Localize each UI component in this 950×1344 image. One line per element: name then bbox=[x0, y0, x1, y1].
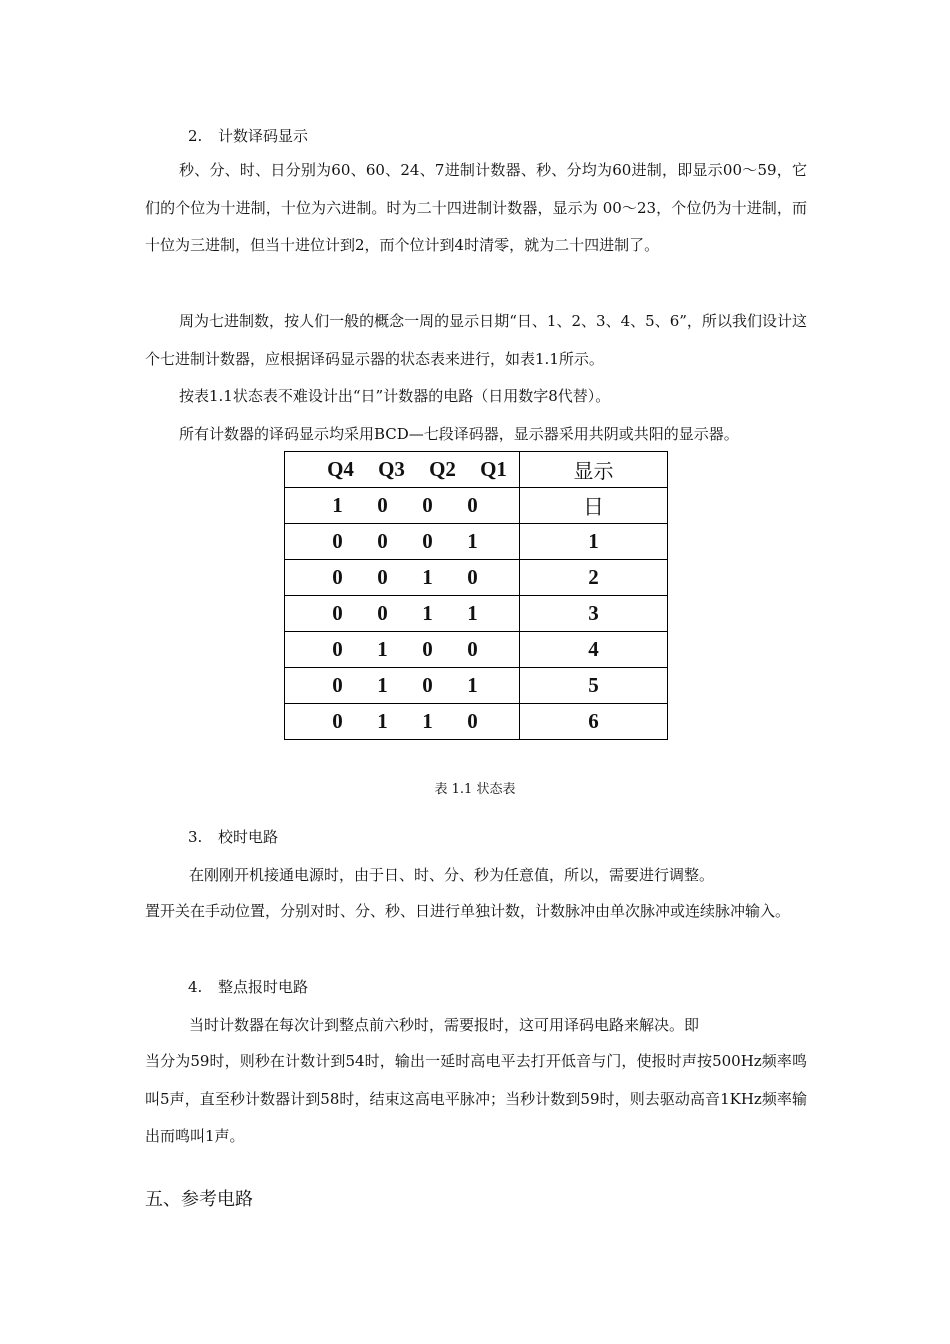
heading-chime bbox=[188, 977, 308, 997]
bit-cell: 1 bbox=[422, 601, 433, 625]
bit-cell: 1 bbox=[332, 493, 343, 517]
bit-cell: 0 bbox=[422, 529, 433, 553]
bit-cell: 0 bbox=[377, 565, 388, 589]
bit-cell: 0 bbox=[332, 637, 343, 661]
paragraph-counting-3: 按表1.1状态表不难设计出“日”计数器的电路（日用数字8代替）。 bbox=[179, 387, 611, 405]
display-cell: 4 bbox=[520, 632, 668, 668]
bit-cell: 0 bbox=[467, 709, 478, 733]
paragraph-counting-4: 所有计数器的译码显示均采用BCD—七段译码器，显示器采用共阴或共阳的显示器。 bbox=[179, 425, 739, 443]
display-cell: 3 bbox=[520, 596, 668, 632]
row-bits bbox=[285, 704, 520, 740]
table-header-row bbox=[285, 452, 668, 488]
paragraph-counting-1: 秒、分、时、日分别为60、60、24、7进制计数器、秒、分均为60进制，即显示00～59，它们的个位为十进制，十位为六进制。时为二十四进制计数器，显示为 00～23，个位仍为十进制，而十位为三进制，但当十进位计到2，而个位计到4时清零，就为二十四进制了。 bbox=[145, 161, 807, 254]
header-q1: Q1 bbox=[480, 457, 507, 481]
bit-cell: 1 bbox=[467, 601, 478, 625]
bit-cell: 0 bbox=[467, 493, 478, 517]
paragraph-counting-2: 周为七进制数，按人们一般的概念一周的显示日期“日、1、2、3、4、5、6”，所以我们设计这个七进制计数器，应根据译码显示器的状态表来进行，如表1.1所示。 bbox=[145, 312, 807, 368]
bit-cell: 0 bbox=[377, 529, 388, 553]
heading-number: 2. bbox=[188, 127, 203, 145]
display-cell: 6 bbox=[520, 704, 668, 740]
paragraph-calibration-2: 置开关在手动位置，分别对时、分、秒、日进行单独计数，计数脉冲由单次脉冲或连续脉冲输入。 bbox=[145, 902, 791, 920]
row-bits bbox=[285, 560, 520, 596]
heading-title: 计数译码显示 bbox=[218, 127, 309, 145]
bit-cell: 1 bbox=[377, 709, 388, 733]
bit-cell: 0 bbox=[467, 637, 478, 661]
bit-cell: 0 bbox=[422, 637, 433, 661]
header-q2: Q2 bbox=[429, 457, 456, 481]
table-row bbox=[285, 488, 668, 524]
bit-cell: 1 bbox=[377, 637, 388, 661]
bit-cell: 0 bbox=[422, 673, 433, 697]
bit-cell: 1 bbox=[422, 709, 433, 733]
bit-cell: 0 bbox=[422, 493, 433, 517]
table-row bbox=[285, 668, 668, 704]
table-row bbox=[285, 596, 668, 632]
header-q4: Q4 bbox=[327, 457, 354, 481]
heading-title: 整点报时电路 bbox=[218, 978, 309, 996]
section-reference-title: 五、参考电路 bbox=[145, 1189, 253, 1210]
bit-cell: 1 bbox=[467, 673, 478, 697]
display-cell: 1 bbox=[520, 524, 668, 560]
state-table bbox=[284, 451, 668, 740]
header-q3: Q3 bbox=[378, 457, 405, 481]
table-header-bits bbox=[285, 452, 520, 488]
bit-cell: 0 bbox=[332, 673, 343, 697]
table-row bbox=[285, 632, 668, 668]
row-bits bbox=[285, 488, 520, 524]
heading-calibration bbox=[188, 827, 278, 847]
heading-number: 3. bbox=[188, 828, 203, 846]
display-cell: 2 bbox=[520, 560, 668, 596]
bit-cell: 1 bbox=[467, 529, 478, 553]
table-caption: 表 1.1 状态表 bbox=[434, 782, 516, 797]
heading-title: 校时电路 bbox=[218, 828, 279, 846]
heading-number: 4. bbox=[188, 978, 203, 996]
table-row bbox=[285, 560, 668, 596]
calibration-line-1: 在刚刚开机接通电源时，由于日、时、分、秒为任意值，所以，需要进行调整。 bbox=[189, 866, 715, 884]
bit-cell: 0 bbox=[332, 601, 343, 625]
bit-cell: 0 bbox=[332, 709, 343, 733]
row-bits bbox=[285, 596, 520, 632]
display-cell: 5 bbox=[520, 668, 668, 704]
row-bits bbox=[285, 632, 520, 668]
bit-cell: 1 bbox=[422, 565, 433, 589]
bit-cell: 0 bbox=[377, 493, 388, 517]
bit-cell: 0 bbox=[467, 565, 478, 589]
row-bits bbox=[285, 668, 520, 704]
heading-counting bbox=[188, 126, 308, 146]
bit-cell: 1 bbox=[377, 673, 388, 697]
bit-cell: 0 bbox=[332, 529, 343, 553]
header-display: 显示 bbox=[520, 452, 668, 488]
paragraph-chime-2: 当分为59时，则秒在计数计到54时，输出一延时高电平去打开低音与门，使报时声按500Hz频率鸣叫5声，直至秒计数器计到58时，结束这高电平脉冲；当秒计数到59时，则去驱动高音1KHz频率输出而鸣叫1声。 bbox=[145, 1052, 807, 1145]
chime-line-1: 当时计数器在每次计到整点前六秒时，需要报时，这可用译码电路来解决。即 bbox=[189, 1016, 700, 1034]
bit-cell: 0 bbox=[377, 601, 388, 625]
row-bits bbox=[285, 524, 520, 560]
table-row bbox=[285, 704, 668, 740]
display-cell: 日 bbox=[520, 488, 668, 524]
bit-cell: 0 bbox=[332, 565, 343, 589]
table-row bbox=[285, 524, 668, 560]
